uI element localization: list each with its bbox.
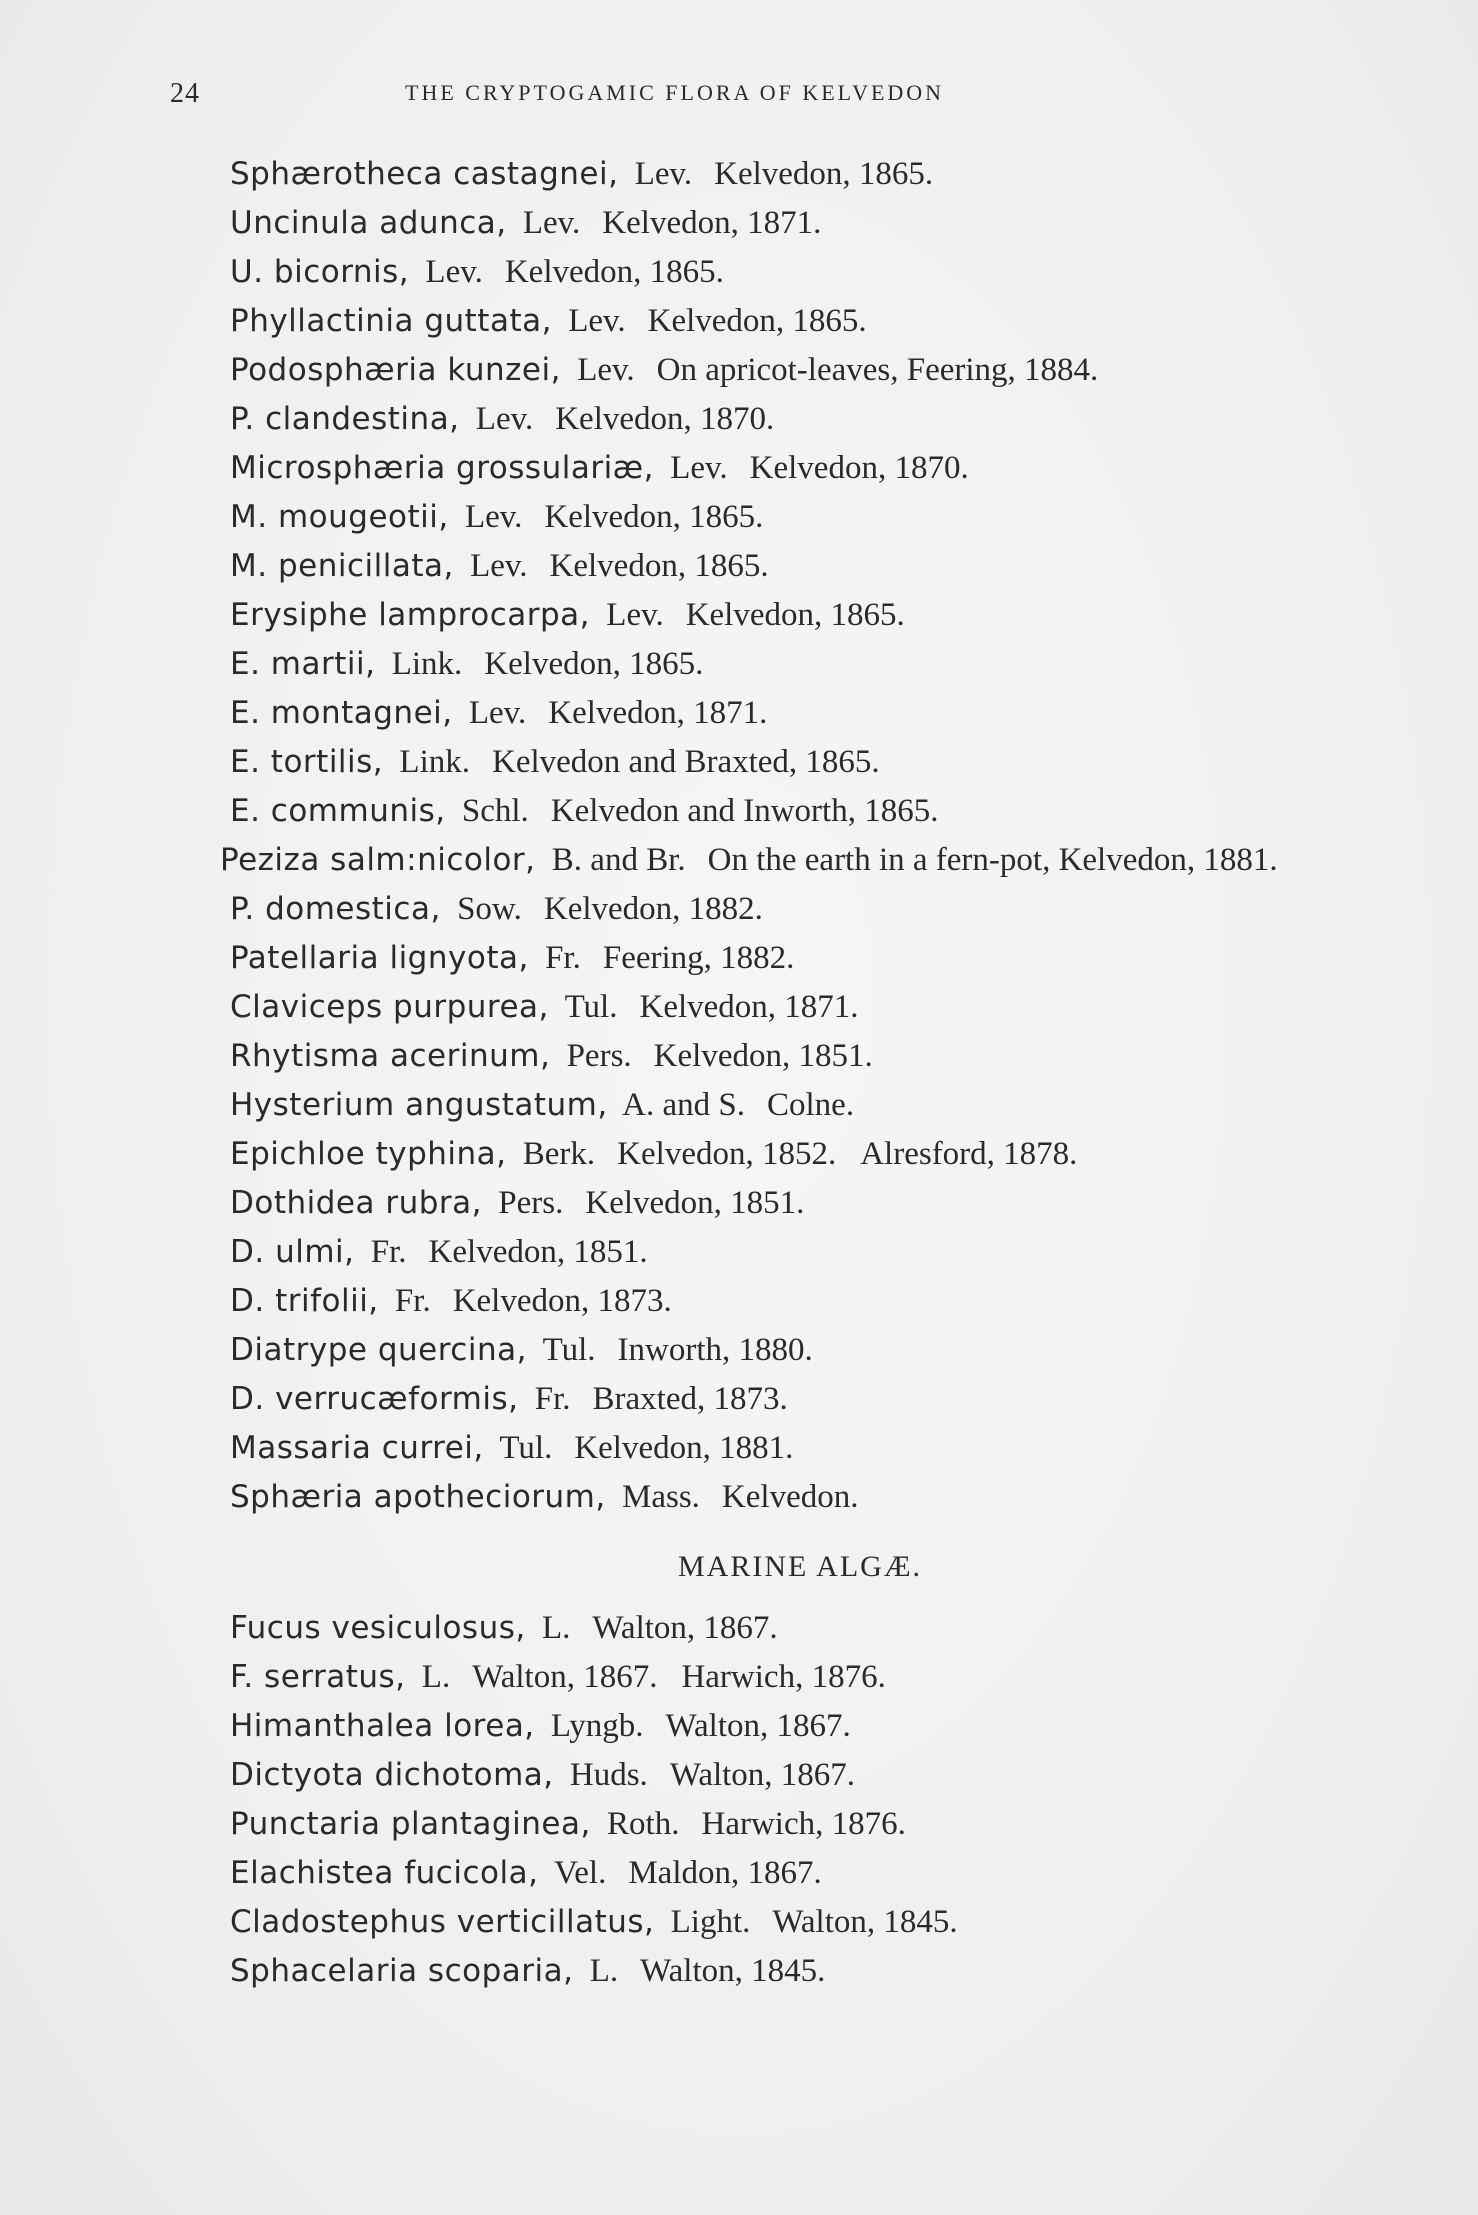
list-item	[170, 1898, 1340, 1947]
locality: Kelvedon, 1870.	[555, 401, 775, 437]
species-name: Erysiphe lamprocarpa,	[230, 597, 591, 633]
list-item	[170, 542, 1340, 591]
list-item	[170, 395, 1340, 444]
authority: Lev.	[464, 499, 523, 535]
authority: Pers.	[566, 1038, 632, 1074]
locality: Maldon, 1867.	[628, 1855, 822, 1891]
authority: Lev.	[425, 254, 483, 290]
list-item	[170, 1473, 1340, 1522]
locality: Kelvedon, 1871.	[602, 205, 822, 241]
locality: Kelvedon, 1851.	[653, 1038, 873, 1074]
species-name: Sphacelaria scoparia,	[230, 1953, 574, 1989]
list-item	[170, 689, 1340, 738]
list-item	[170, 297, 1340, 346]
locality: Kelvedon, 1852.	[617, 1136, 837, 1172]
locality: Harwich, 1876.	[701, 1806, 906, 1842]
list-item	[170, 787, 1340, 836]
authority: B. and Br.	[551, 842, 686, 878]
list-item	[170, 1702, 1340, 1751]
species-name: Uncinula adunca,	[230, 205, 507, 241]
locality: Walton, 1867.	[592, 1610, 778, 1646]
species-name: Podosphæria kunzei,	[230, 352, 561, 388]
page-number: 24	[170, 78, 200, 109]
species-name: Dictyota dichotoma,	[230, 1757, 554, 1793]
authority: L.	[421, 1659, 451, 1695]
species-name: E. martii,	[230, 646, 376, 682]
running-title: THE CRYPTOGAMIC FLORA OF KELVEDON	[405, 80, 945, 105]
list-item	[170, 346, 1340, 395]
locality: Kelvedon, 1851.	[428, 1234, 648, 1270]
locality: Kelvedon, 1865.	[484, 646, 704, 682]
list-item	[170, 199, 1340, 248]
list-item	[170, 983, 1340, 1032]
list-item	[170, 885, 1340, 934]
authority: Lev.	[470, 548, 528, 584]
authority: Vel.	[554, 1855, 607, 1891]
list-item	[170, 1081, 1340, 1130]
list-item	[170, 1653, 1340, 1702]
authority: Sow.	[457, 891, 522, 927]
page-header	[170, 78, 1170, 118]
locality: Walton, 1867.	[665, 1708, 851, 1744]
species-name: Fucus vesiculosus,	[230, 1610, 526, 1646]
species-name: Hysterium angustatum,	[230, 1087, 608, 1123]
locality: Walton, 1845.	[640, 1953, 826, 1989]
locality: Feering, 1882.	[602, 940, 795, 976]
authority: Fr.	[534, 1381, 571, 1417]
list-item	[170, 1179, 1340, 1228]
list-item	[170, 248, 1340, 297]
authority: Lev.	[670, 450, 728, 486]
species-name: Microsphæria grossulariæ,	[230, 450, 654, 486]
section-heading: MARINE ALGÆ.	[677, 1550, 922, 1583]
authority: Light.	[670, 1904, 751, 1940]
species-name: Epichloe typhina,	[230, 1136, 507, 1172]
locality: Kelvedon, 1871.	[548, 695, 768, 731]
species-name: E. tortilis,	[230, 744, 384, 780]
list-item	[170, 1130, 1340, 1179]
authority: Lev.	[468, 695, 527, 731]
list-item	[170, 1604, 1340, 1653]
list-item	[160, 836, 1340, 885]
authority: A. and S.	[622, 1087, 745, 1123]
locality: Inworth, 1880.	[617, 1332, 813, 1368]
species-name: P. clandestina,	[230, 401, 460, 437]
authority: Fr.	[394, 1283, 431, 1319]
authority: Lev.	[606, 597, 664, 633]
authority: Pers.	[498, 1185, 564, 1221]
locality: Kelvedon, 1882.	[543, 891, 763, 927]
authority: Lev.	[577, 352, 635, 388]
species-name: Cladostephus verticillatus,	[230, 1904, 655, 1940]
species-name: E. montagnei,	[230, 695, 453, 731]
species-name: Patellaria lignyota,	[230, 940, 529, 976]
species-name: Claviceps purpurea,	[230, 989, 549, 1025]
authority: Huds.	[569, 1757, 648, 1793]
list-item	[170, 591, 1340, 640]
list-item	[170, 1032, 1340, 1081]
authority: Link.	[391, 646, 463, 682]
locality: Colne.	[767, 1087, 855, 1123]
species-name: P. domestica,	[230, 891, 441, 927]
list-item	[170, 493, 1340, 542]
species-name: Sphæria apotheciorum,	[230, 1479, 606, 1515]
locality: Walton, 1867.	[472, 1659, 658, 1695]
species-name: Diatrype quercina,	[230, 1332, 527, 1368]
list-item	[170, 1375, 1340, 1424]
list-item	[170, 934, 1340, 983]
authority: Tul.	[499, 1430, 553, 1466]
species-name: M. mougeotii,	[230, 499, 449, 535]
locality: Kelvedon.	[721, 1479, 859, 1515]
locality: On the earth in a fern-pot, Kelvedon, 1881.	[707, 842, 1278, 878]
authority: Fr.	[545, 940, 581, 976]
locality: Kelvedon, 1865.	[544, 499, 764, 535]
species-name: Himanthalea lorea,	[230, 1708, 535, 1744]
list-item	[170, 1228, 1340, 1277]
authority: Lev.	[475, 401, 534, 437]
species-name: Peziza salm:nicolor,	[220, 842, 536, 878]
species-name: Punctaria plantaginea,	[230, 1806, 591, 1842]
authority: Link.	[399, 744, 470, 780]
species-name: D. trifolii,	[230, 1283, 379, 1319]
species-name: D. verrucæformis,	[230, 1381, 519, 1417]
authority: L.	[542, 1610, 571, 1646]
species-list	[170, 150, 1340, 1996]
locality-secondary: Alresford, 1878.	[860, 1136, 1078, 1172]
list-item	[170, 1947, 1340, 1996]
authority: Tul.	[542, 1332, 596, 1368]
species-name: Phyllactinia guttata,	[230, 303, 552, 339]
authority: Roth.	[607, 1806, 680, 1842]
locality: Kelvedon, 1865.	[685, 597, 905, 633]
species-name: E. communis,	[230, 793, 446, 829]
list-item	[170, 738, 1340, 787]
species-name: F. serratus,	[230, 1659, 406, 1695]
list-item	[170, 640, 1340, 689]
list-item	[170, 1277, 1340, 1326]
species-name: Dothidea rubra,	[230, 1185, 483, 1221]
species-name: Rhytisma acerinum,	[230, 1038, 551, 1074]
locality: Kelvedon, 1865.	[504, 254, 724, 290]
locality: Kelvedon, 1865.	[647, 303, 867, 339]
authority: L.	[589, 1953, 619, 1989]
authority: Lyngb.	[550, 1708, 644, 1744]
locality: Kelvedon, 1881.	[574, 1430, 794, 1466]
species-name: Elachistea fucicola,	[230, 1855, 539, 1891]
authority: Tul.	[564, 989, 618, 1025]
species-name: D. ulmi,	[230, 1234, 355, 1270]
species-name: Sphærotheca castagnei,	[230, 156, 619, 192]
species-name: U. bicornis,	[230, 254, 410, 290]
authority: Schl.	[461, 793, 529, 829]
list-item	[170, 150, 1340, 199]
authority: Lev.	[568, 303, 626, 339]
list-item	[170, 444, 1340, 493]
locality: Kelvedon and Inworth, 1865.	[550, 793, 939, 829]
locality: On apricot-leaves, Feering, 1884.	[656, 352, 1099, 388]
list-item	[170, 1326, 1340, 1375]
locality: Walton, 1845.	[772, 1904, 958, 1940]
locality-secondary: Harwich, 1876.	[681, 1659, 886, 1695]
authority: Mass.	[621, 1479, 700, 1515]
locality: Kelvedon and Braxted, 1865.	[492, 744, 880, 780]
locality: Walton, 1867.	[669, 1757, 856, 1793]
authority: Lev.	[522, 205, 581, 241]
locality: Kelvedon, 1865.	[549, 548, 769, 584]
list-item	[170, 1751, 1340, 1800]
authority: Lev.	[634, 156, 693, 192]
locality: Kelvedon, 1871.	[639, 989, 859, 1025]
species-name: M. penicillata,	[230, 548, 454, 584]
species-name: Massaria currei,	[230, 1430, 484, 1466]
locality: Kelvedon, 1873.	[452, 1283, 672, 1319]
list-item	[170, 1424, 1340, 1473]
locality: Kelvedon, 1870.	[749, 450, 969, 486]
locality: Kelvedon, 1851.	[585, 1185, 805, 1221]
locality: Kelvedon, 1865.	[714, 156, 934, 192]
list-item	[170, 1800, 1340, 1849]
locality: Braxted, 1873.	[592, 1381, 788, 1417]
list-item	[170, 1849, 1340, 1898]
authority: Fr.	[370, 1234, 407, 1270]
authority: Berk.	[522, 1136, 596, 1172]
